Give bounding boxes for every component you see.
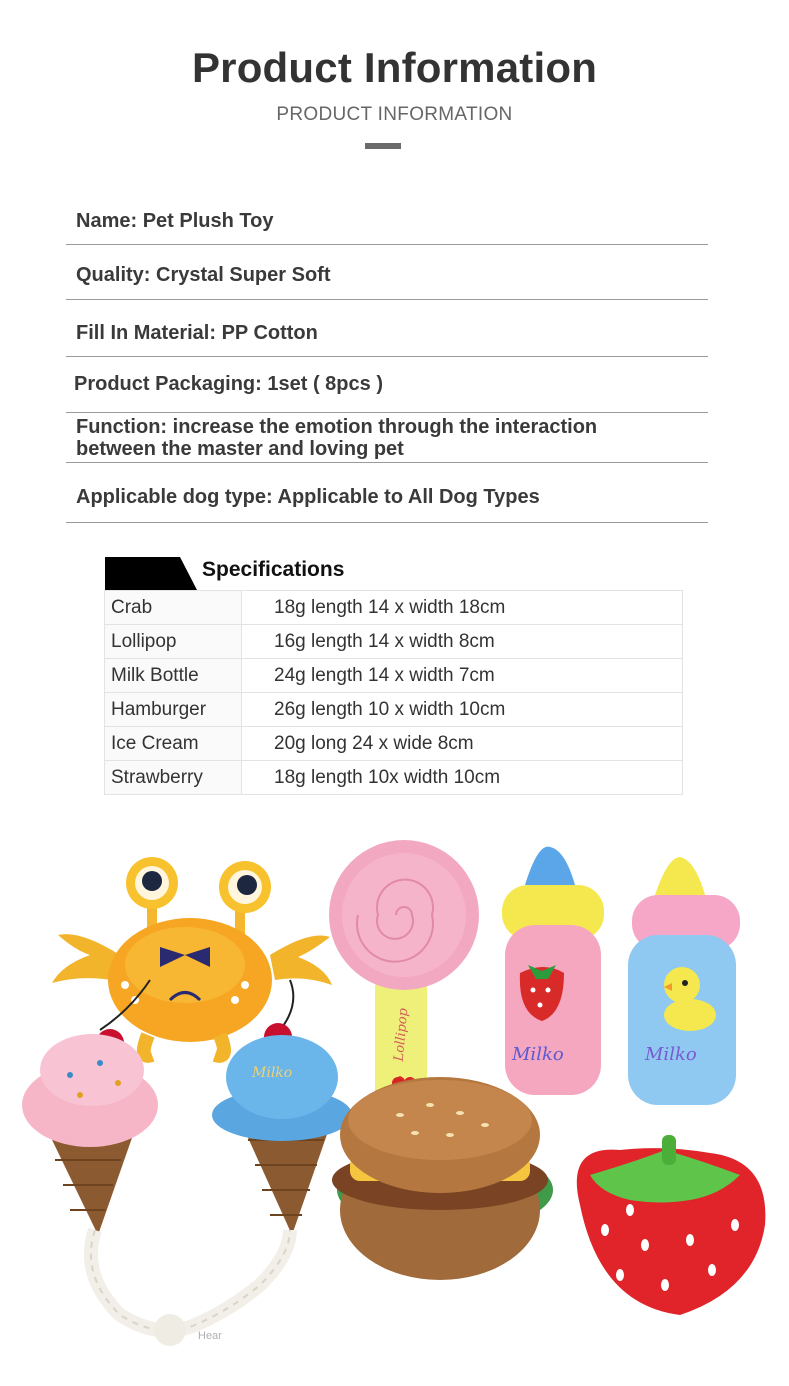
title-underline (365, 143, 401, 149)
info-row-material (66, 300, 708, 357)
product-photo (0, 815, 789, 1375)
table-row (105, 659, 683, 693)
crab-toy (52, 857, 332, 1056)
page-title: Product Information (191, 44, 598, 91)
milk-bottle-pink-toy (502, 847, 604, 1095)
spec-detail: 16g length 14 x width 8cm (242, 625, 683, 659)
spec-detail: 20g long 24 x wide 8cm (242, 727, 683, 761)
bottle-blue-label: Milko (645, 1044, 697, 1065)
info-row-quality (66, 245, 708, 300)
info-row-packaging (66, 357, 708, 413)
info-row-function (66, 413, 708, 463)
info-packaging: Product Packaging: 1set ( 8pcs ) (74, 373, 383, 395)
hamburger-toy (332, 1077, 553, 1280)
table-row (105, 727, 683, 761)
info-dog-type: Applicable dog type: Applicable to All Dog Types (76, 486, 540, 508)
table-row (105, 761, 683, 795)
table-row (105, 591, 683, 625)
info-function: Function: increase the emotion through the interaction between the master and loving pet (76, 416, 598, 460)
lollipop-label: Lollipop (391, 1007, 412, 1062)
info-name: Name: Pet Plush Toy (76, 210, 274, 232)
spec-detail: 24g length 14 x width 7cm (242, 659, 683, 693)
ice-cream-pink-toy (22, 1029, 158, 1235)
spec-detail: 18g length 10x width 10cm (242, 761, 683, 795)
spec-name: Milk Bottle (105, 659, 242, 693)
table-row (105, 625, 683, 659)
spec-name: Crab (105, 591, 242, 625)
info-quality: Quality: Crystal Super Soft (76, 264, 331, 286)
spec-detail: 18g length 14 x width 18cm (242, 591, 683, 625)
watermark-text: Hear (198, 1330, 222, 1342)
page-subtitle: PRODUCT INFORMATION (276, 104, 513, 125)
info-row-name (66, 200, 708, 245)
ice-cream-label: Milko (252, 1065, 293, 1081)
spec-title: Specifications (202, 558, 345, 581)
spec-name: Lollipop (105, 625, 242, 659)
spec-header-block (105, 557, 197, 590)
strawberry-toy (577, 1135, 766, 1315)
info-material: Fill In Material: PP Cotton (76, 322, 318, 344)
bottle-pink-label: Milko (512, 1044, 564, 1065)
spec-table (104, 590, 683, 795)
spec-name: Strawberry (105, 761, 242, 795)
table-row (105, 693, 683, 727)
spec-name: Ice Cream (105, 727, 242, 761)
spec-detail: 26g length 10 x width 10cm (242, 693, 683, 727)
spec-name: Hamburger (105, 693, 242, 727)
ice-cream-blue-toy (212, 1023, 352, 1235)
milk-bottle-blue-toy (628, 857, 740, 1105)
info-row-dog-type (66, 463, 708, 523)
